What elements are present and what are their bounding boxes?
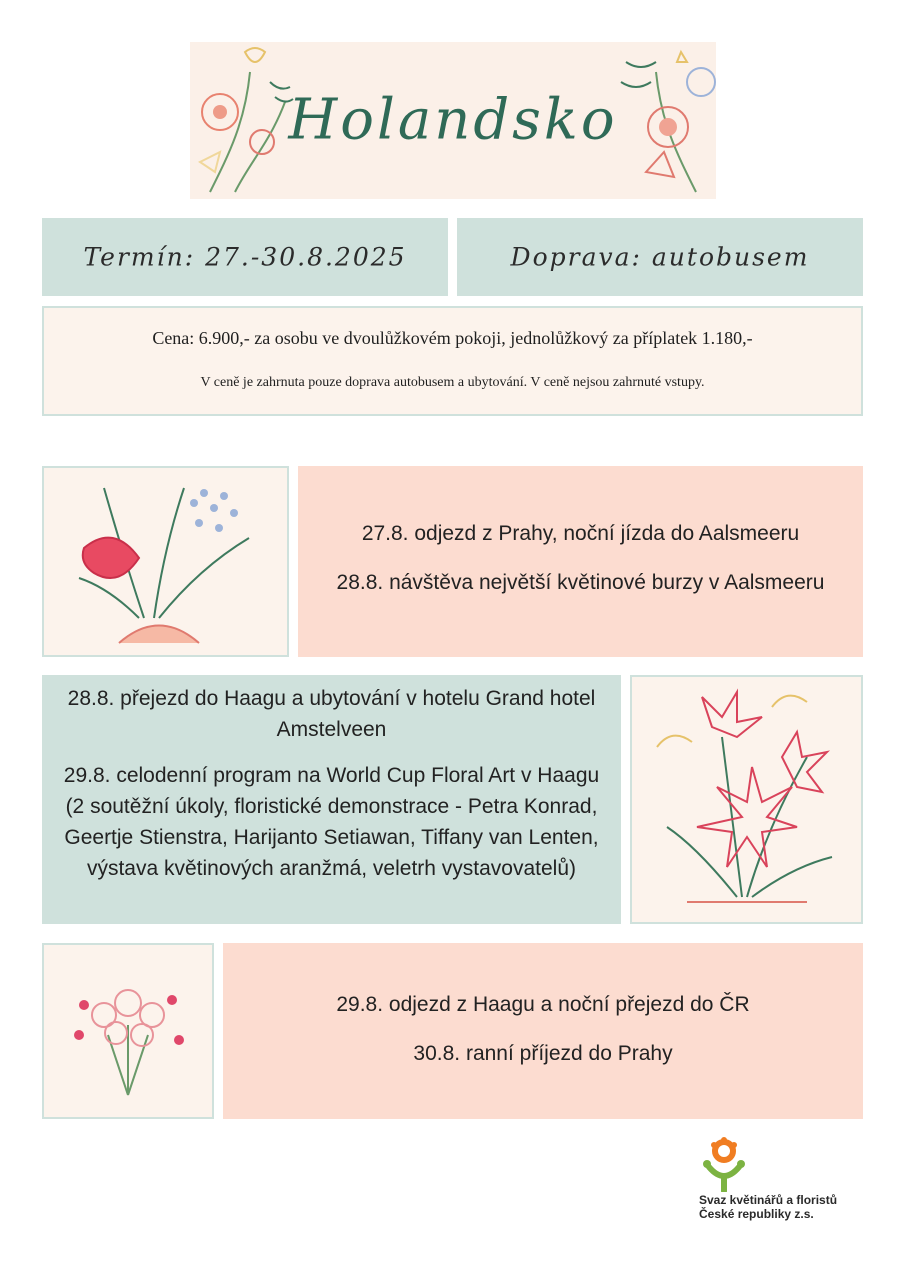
header-banner bbox=[190, 42, 716, 199]
program-item: 30.8. ranní příjezd do Prahy bbox=[413, 1042, 673, 1065]
rose-illustration bbox=[42, 943, 214, 1119]
anthurium-illustration bbox=[42, 466, 289, 657]
term-box bbox=[42, 218, 448, 296]
organization-name-line: Svaz květinářů a floristů bbox=[699, 1193, 838, 1207]
program-block-3 bbox=[223, 943, 863, 1119]
term-text: Termín: 27.-30.8.2025 bbox=[83, 242, 407, 272]
program-block-1 bbox=[298, 466, 863, 657]
program-item: 29.8. celodenní program na World Cup Floral Art v Haagu (2 soutěžní úkoly, floristické demonstrace - Petra Konrad, Geertje Stienstra, Harijanto Setiawan, Tiffany van Lenten, výstava květinových aranžmá, veletrh vystavovatelů) bbox=[63, 764, 600, 880]
program-item: 29.8. odjezd z Haagu a noční přejezd do ČR bbox=[336, 993, 750, 1016]
price-note: V ceně je zahrnuta pouze doprava autobusem a ubytování. V ceně nejsou zahrnuté vstupy. bbox=[200, 375, 705, 390]
program-item: 27.8. odjezd z Prahy, noční jízda do Aalsmeeru bbox=[361, 522, 800, 545]
transport-text: Doprava: autobusem bbox=[510, 242, 810, 272]
organization-logo bbox=[699, 1137, 879, 1227]
rose-bouquet-drawing bbox=[44, 945, 212, 1117]
price-line: Cena: 6.900,- za osobu ve dvoulůžkovém pokoji, jednolůžkový za příplatek 1.180,- bbox=[152, 328, 753, 348]
program-block-2 bbox=[42, 675, 621, 924]
page-title: Holandsko bbox=[288, 87, 618, 153]
organization-name bbox=[699, 1193, 879, 1221]
program-item: 28.8. návštěva největší květinové burzy v Aalsmeeru bbox=[336, 571, 825, 594]
program-item: 28.8. přejezd do Haagu a ubytování v hotelu Grand hotel Amstelveen bbox=[67, 687, 596, 741]
flower-logo-icon bbox=[699, 1137, 749, 1192]
transport-box bbox=[457, 218, 863, 296]
anthurium-vase-drawing bbox=[44, 468, 287, 655]
floral-decoration-right bbox=[606, 42, 716, 199]
organization-name-line: České republiky z.s. bbox=[699, 1207, 814, 1221]
lily-illustration bbox=[630, 675, 863, 924]
price-box bbox=[42, 306, 863, 416]
lily-bouquet-drawing bbox=[632, 677, 861, 922]
